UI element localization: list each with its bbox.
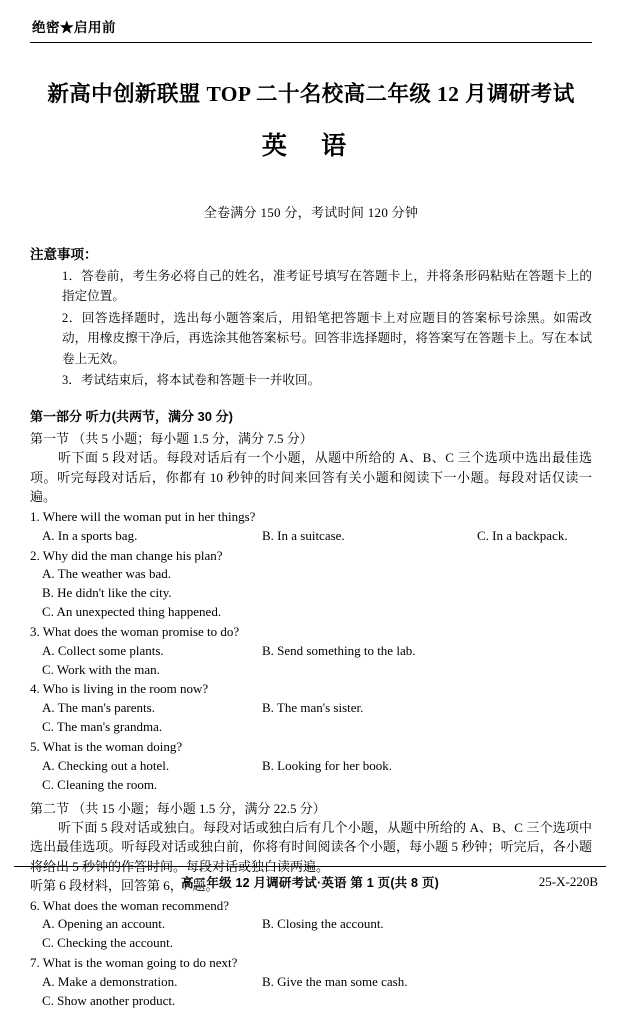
question-number: 5. [30, 738, 40, 754]
notice-item: 3．考试结束后，将本试卷和答题卡一并收回。 [62, 372, 321, 387]
option-c[interactable]: C. Work with the man. [42, 661, 160, 677]
page-title: 新高中创新联盟 TOP 二十名校高二年级 12 月调研考试 [47, 82, 575, 106]
option-c[interactable]: C. Show another product. [42, 992, 176, 1008]
question-body: Where will the woman put in her things? [42, 508, 256, 524]
section-two-title: 第二节 （共 15 小题；每小题 1.5 分，满分 22.5 分） [30, 800, 326, 816]
notice-item: 2．回答选择题时，选出每小题答案后，用铅笔把答题卡上对应题目的答案标号涂黑。如需改动，用橡皮擦干净后，再选涂其他答案标号。回答非选择题时，将答案写在答题卡上。写在本试卷上无效。 [62, 310, 592, 366]
question-text [30, 738, 592, 757]
section-one-instruction: 听下面 5 段对话。每段对话后有一个小题，从题中所给的 A、B、C 三个选项中选出最佳选项。听完每段对话后，你都有 10 秒钟的时间来回答有关小题和阅读下一小题。每段对话仅读一遍。 [30, 450, 592, 505]
question-options [30, 973, 592, 1011]
footer-page-label: 高二年级 12 月调研考试·英语 第 1 页(共 8 页) [181, 876, 439, 890]
option-b[interactable]: B. He didn't like the city. [42, 585, 172, 601]
option-a[interactable]: A. The man's parents. [42, 700, 155, 716]
question-options [30, 565, 592, 622]
option-a[interactable]: A. The weather was bad. [42, 566, 171, 582]
section-one-title: 第一节 （共 5 小题；每小题 1.5 分，满分 7.5 分） [30, 431, 313, 447]
question-number: 2. [30, 547, 40, 563]
question-number: 3. [30, 623, 40, 639]
option-c[interactable]: C. The man's grandma. [42, 719, 163, 735]
option-a[interactable]: A. Collect some plants. [42, 642, 164, 658]
question-text [30, 954, 592, 973]
subject-title: 英 语 [261, 133, 361, 160]
question-options [30, 642, 592, 680]
secret-label: 绝密★启用前 [32, 20, 116, 35]
page-footer [0, 866, 620, 900]
option-b[interactable]: B. Give the man some cash. [262, 973, 408, 989]
option-c[interactable]: C. In a backpack. [477, 527, 568, 543]
section-two-instruction: 听下面 5 段对话或独白。每段对话或独白后有几个小题，从题中所给的 A、B、C 三个选项中选出最佳选项。听每段对话或独白前，你将有时间阅读各个小题，每小题 5 秒钟；听完后，各小题将给出 5 秒钟的作答时间。每段对话或独白读两遍。 [30, 819, 592, 874]
option-a[interactable]: A. In a sports bag. [42, 527, 138, 543]
footer-content [0, 867, 620, 897]
question-body: What is the woman going to do next? [42, 955, 238, 971]
notice-list [30, 266, 592, 390]
question-options [30, 699, 592, 737]
notice-item: 1．答卷前，考生务必将自己的姓名，准考证号填写在答题卡上，并将条形码粘贴在答题卡上的指定位置。 [62, 269, 592, 304]
question-body: What does the woman recommend? [42, 897, 230, 913]
question-options [30, 757, 592, 795]
part-one-heading: 第一部分 听力(共两节，满分 30 分) [30, 409, 233, 425]
question-body: What is the woman doing? [42, 738, 183, 754]
question-body: What does the woman promise to do? [42, 623, 240, 639]
question-text [30, 547, 592, 566]
question-body: Why did the man change his plan? [42, 547, 223, 563]
question-text [30, 508, 592, 527]
footer-paper-code: 25-X-220B [538, 874, 598, 889]
option-c[interactable]: C. Cleaning the room. [42, 776, 158, 792]
question-text [30, 680, 592, 699]
score-time-line: 全卷满分 150 分，考试时间 120 分钟 [203, 205, 419, 220]
option-b[interactable]: B. The man's sister. [262, 700, 364, 716]
option-b[interactable]: B. Send something to the lab. [262, 642, 416, 658]
question-text [30, 623, 592, 642]
question-number: 1. [30, 508, 40, 524]
question-number: 6. [30, 897, 40, 913]
material-six-lead: 听第 6 段材料，回答第 6，7 题。 [30, 878, 219, 893]
option-b[interactable]: B. Closing the account. [262, 916, 384, 932]
option-a[interactable]: A. Checking out a hotel. [42, 757, 170, 773]
header-divider [30, 42, 592, 43]
option-a[interactable]: A. Make a demonstration. [42, 973, 178, 989]
option-c[interactable]: C. Checking the account. [42, 935, 174, 951]
option-b[interactable]: B. In a suitcase. [262, 527, 345, 543]
option-b[interactable]: B. Looking for her book. [262, 757, 392, 773]
question-number: 4. [30, 681, 40, 697]
question-number: 7. [30, 955, 40, 971]
question-options [30, 527, 592, 546]
option-a[interactable]: A. Opening an account. [42, 916, 166, 932]
option-c[interactable]: C. An unexpected thing happened. [42, 604, 222, 620]
notice-heading: 注意事项： [30, 247, 98, 262]
question-options [30, 915, 592, 953]
question-body: Who is living in the room now? [42, 681, 209, 697]
